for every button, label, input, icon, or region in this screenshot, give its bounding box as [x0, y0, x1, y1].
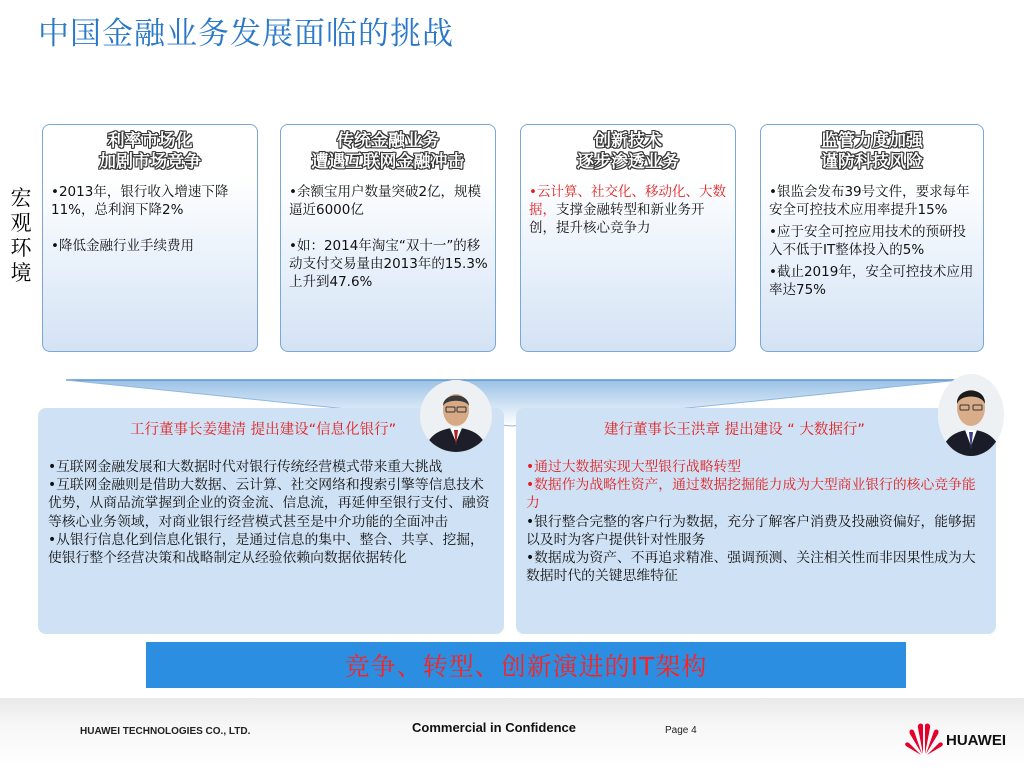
- card-innovation-tech: [520, 124, 736, 352]
- card-bullet: •截止2019年，安全可控技术应用率达75%: [769, 264, 974, 298]
- panel-bullet: •银行整合完整的客户行为数据，充分了解客户消费及投融资偏好，能够据以及时为客户提供针对性服务: [526, 513, 976, 548]
- card-title: [521, 131, 735, 173]
- card-bullet: [529, 183, 729, 237]
- card-bullet: •余额宝用户数量突破2亿，规模逼近6000亿: [289, 184, 482, 218]
- huawei-logo-icon: [904, 720, 944, 756]
- card-title: [43, 131, 257, 173]
- card-regulation: [760, 124, 984, 352]
- card-body: [289, 183, 489, 305]
- card-bullet: •降低金融行业手续费用: [51, 238, 194, 254]
- card-title: [281, 131, 495, 173]
- footer-confidential: Commercial in Confidence: [412, 720, 576, 735]
- card-body: [51, 183, 251, 269]
- footer-brand: HUAWEI: [946, 732, 1006, 749]
- ccb-chairman-avatar: [938, 374, 1004, 456]
- footer: [0, 698, 1024, 768]
- side-label-char: 环: [10, 236, 32, 260]
- highlight-text: •云计算、社交化、移动化、大数据，: [529, 184, 726, 218]
- page-title: 中国金融业务发展面临的挑战: [38, 16, 454, 52]
- panel-title: 建行董事长王洪章 提出建设 “ 大数据行”: [604, 422, 865, 438]
- footer-page-number: Page 4: [665, 725, 697, 736]
- body-text: 支撑金融转型和新业务开创，提升核心竞争力: [529, 202, 705, 236]
- card-interest-rate: [42, 124, 258, 352]
- panel-body: [48, 458, 496, 567]
- card-title-line: 逐步渗透业务: [577, 152, 679, 172]
- side-label-char: 观: [10, 211, 32, 235]
- card-title-line: 监管力度加强: [821, 131, 923, 151]
- footer-company: HUAWEI TECHNOLOGIES CO., LTD.: [80, 726, 251, 737]
- ccb-panel: [516, 408, 996, 634]
- panel-body: [526, 458, 988, 585]
- card-bullet: •2013年，银行收入增速下降11%，总利润下降2%: [51, 184, 229, 218]
- panel-bullet: •互联网金融则是借助大数据、云计算、社交网络和搜索引擎等信息技术优势，从商品流掌握到企业的资金流、信息流，再延伸至银行支付、融资等核心业务领域，对商业银行经营模式甚至是中介功能的全面冲击: [48, 477, 490, 530]
- card-body: [769, 183, 977, 303]
- side-label-char: 境: [10, 261, 32, 285]
- card-bullet: •如：2014年淘宝“双十一”的移动支付交易量由2013年的15.3%上升到47.6%: [289, 238, 488, 290]
- card-bullet: •应于安全可控应用技术的预研投入不低于IT整体投入的5%: [769, 224, 966, 258]
- card-title-line: 谨防科技风险: [821, 152, 923, 172]
- banner-text: 竞争、转型、创新演进的IT架构: [344, 652, 708, 681]
- card-title-line: 加剧市场竞争: [99, 152, 201, 172]
- card-title-line: 利率市场化: [107, 131, 193, 151]
- side-label: [8, 186, 34, 286]
- panel-bullet: •从银行信息化到信息化银行，是通过信息的集中、整合、共享、挖掘，使银行整个经营决策和战略制定从经验依赖向数据依据转化: [48, 531, 484, 567]
- it-architecture-banner: [146, 642, 906, 688]
- card-bullet: •银监会发布39号文件，要求每年安全可控技术应用率提升15%: [769, 184, 970, 218]
- card-body: [529, 183, 729, 251]
- panel-bullet: •数据作为战略性资产，通过数据挖掘能力成为大型商业银行的核心竞争能力: [526, 477, 976, 512]
- icbc-chairman-avatar: [420, 380, 492, 452]
- panel-title: 工行董事长姜建清 提出建设“信息化银行”: [130, 422, 397, 438]
- panel-bullet: •互联网金融发展和大数据时代对银行传统经营模式带来重大挑战: [48, 459, 443, 475]
- side-label-char: 宏: [10, 186, 32, 210]
- card-title-line: 创新技术: [594, 131, 662, 151]
- panel-bullet: •通过大数据实现大型银行战略转型: [526, 459, 742, 475]
- card-title: [761, 131, 983, 173]
- card-internet-finance: [280, 124, 496, 352]
- card-title-line: 传统金融业务: [337, 131, 439, 151]
- panel-bullet: •数据成为资产、不再追求精准、强调预测、关注相关性而非因果性成为大数据时代的关键思维特征: [526, 550, 976, 585]
- card-title-line: 遭遇互联网金融冲击: [311, 152, 465, 172]
